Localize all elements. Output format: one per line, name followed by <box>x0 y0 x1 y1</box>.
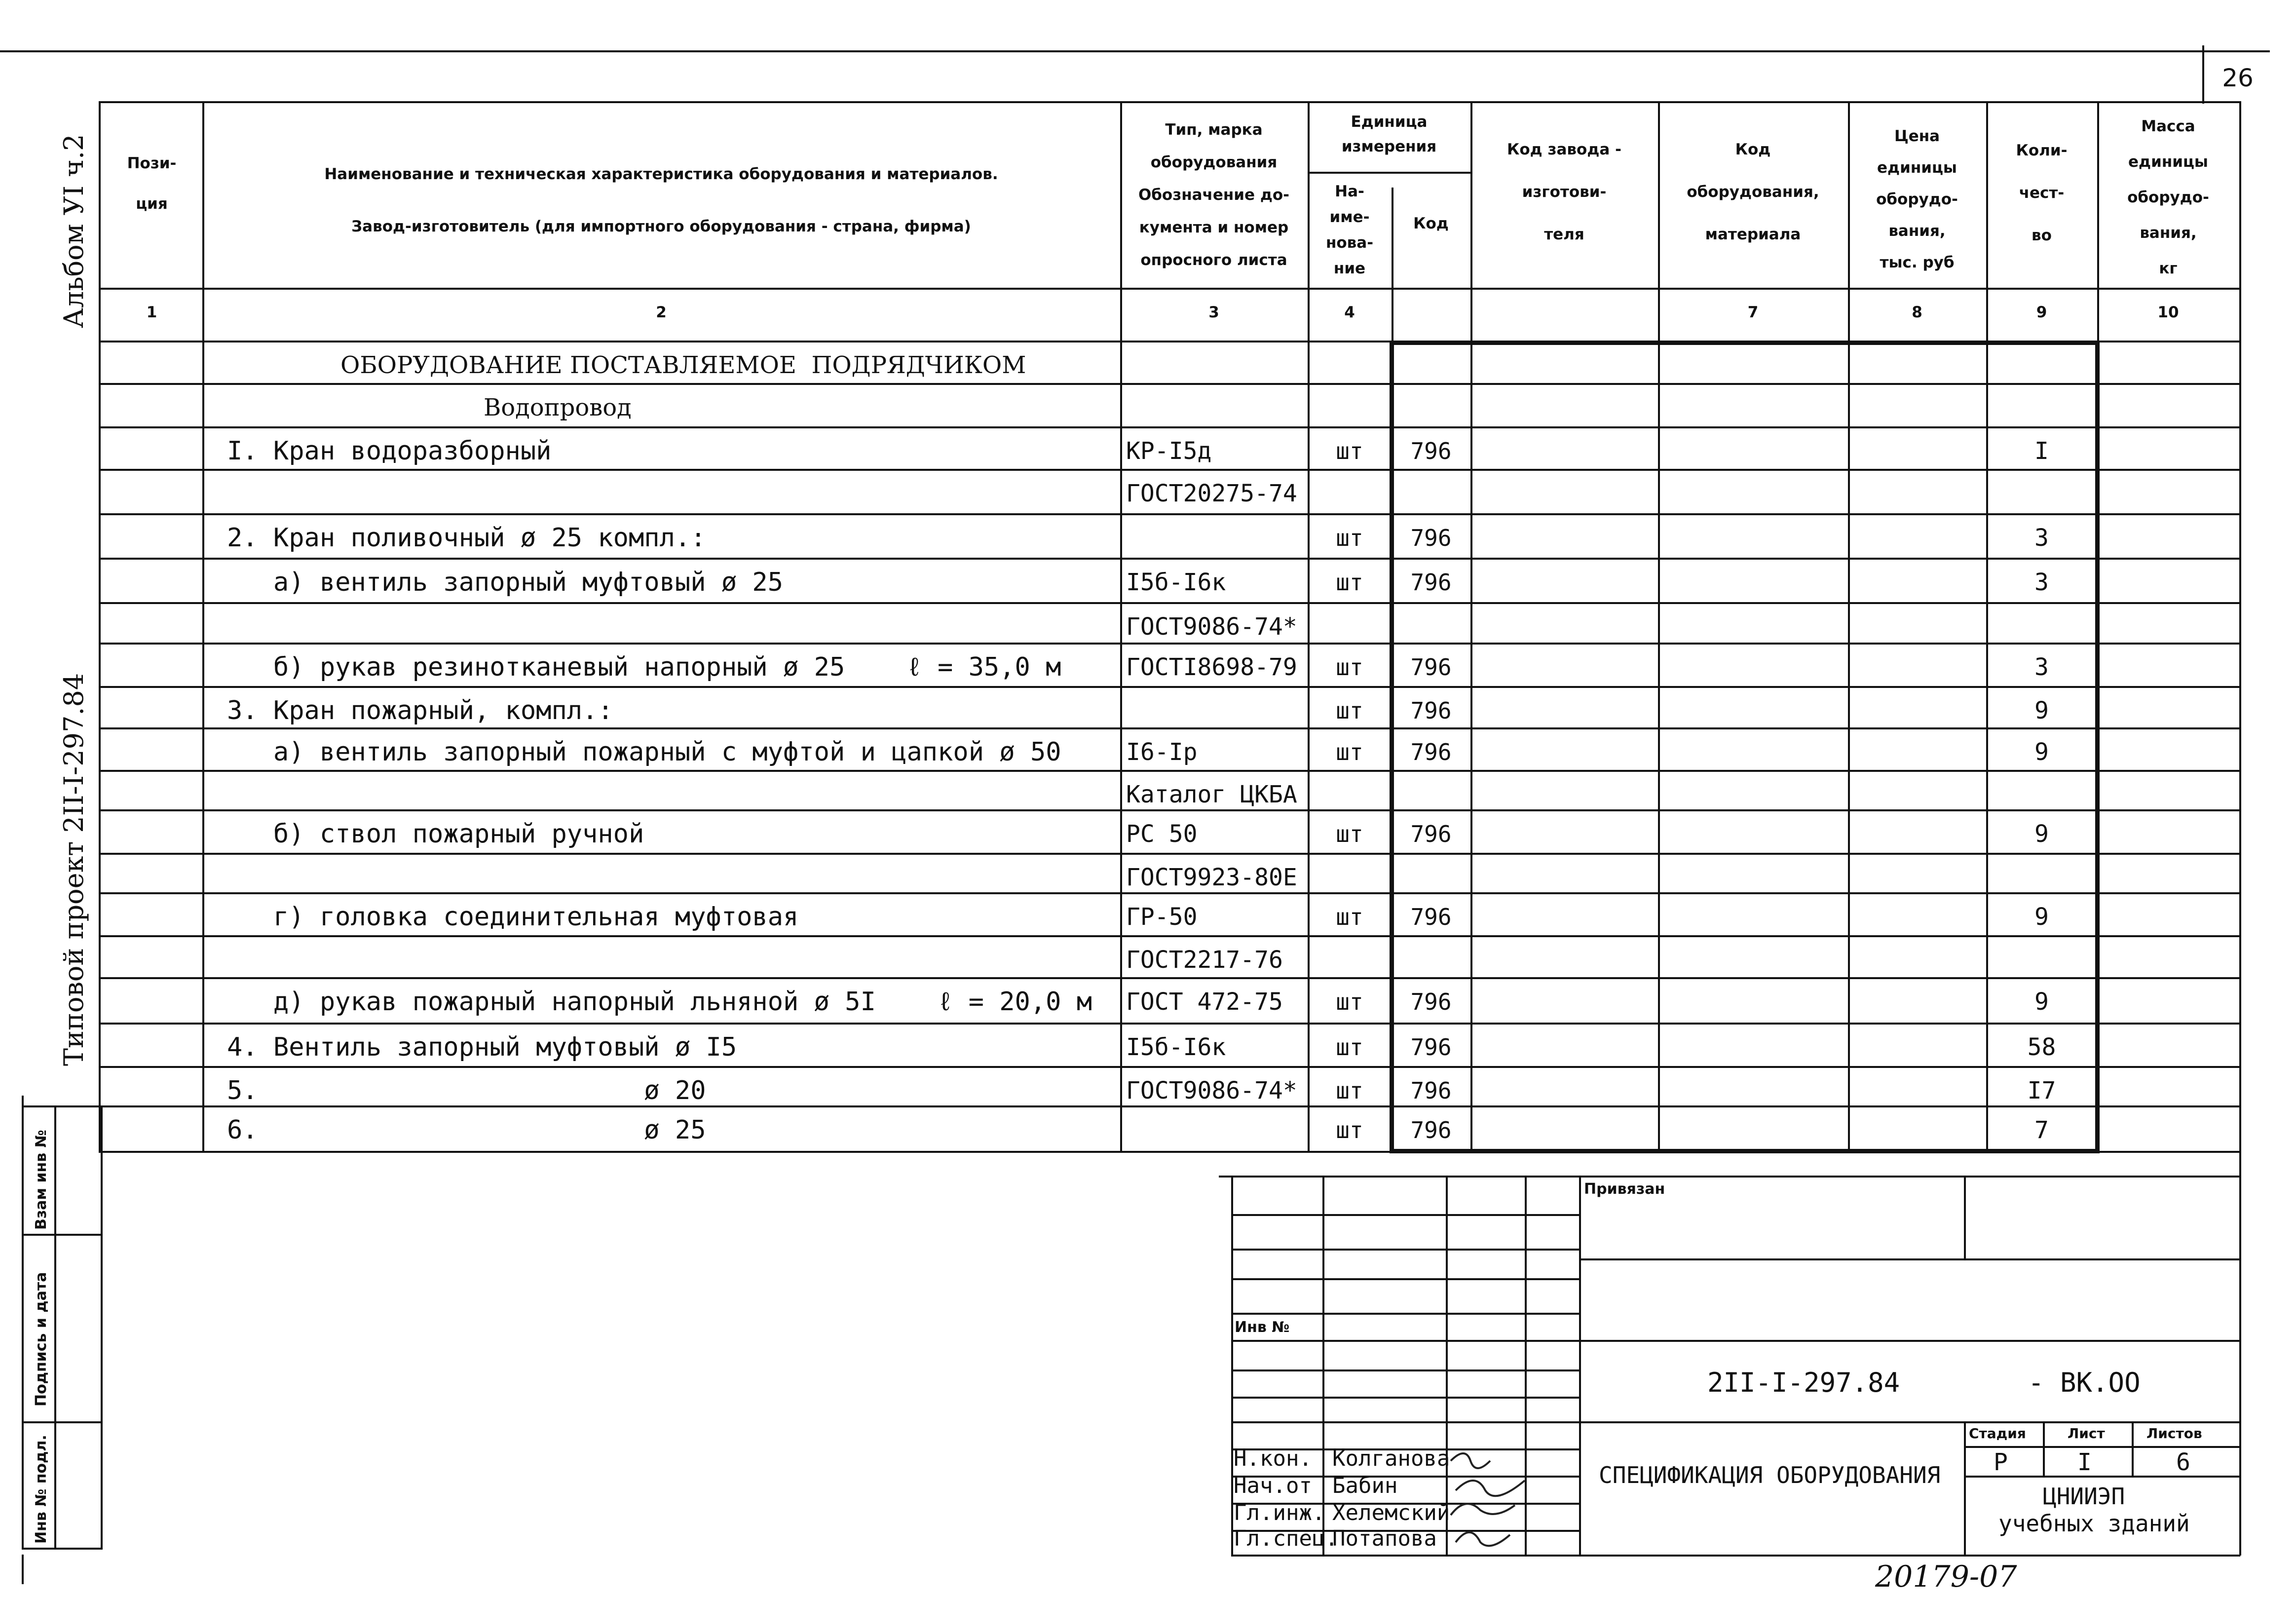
row-unit: шт <box>1336 569 1363 596</box>
doc-suffix: - ВК.ОО <box>2028 1367 2141 1398</box>
row-qty: 9 <box>2034 820 2049 848</box>
row-code: 796 <box>1410 697 1452 724</box>
row-type: I5б-I6к <box>1126 1033 1226 1061</box>
row-qty: I <box>2034 437 2049 465</box>
sheets-label: Листов <box>2146 1425 2202 1442</box>
doc-code: 2II-I-297.84 <box>1707 1367 1900 1398</box>
row-name: 6. ø 25 <box>227 1115 706 1145</box>
doc-title: СПЕЦИФИКАЦИЯ ОБОРУДОВАНИЯ <box>1599 1462 1941 1488</box>
header-name: Наименование и техническая характеристика оборудования и материалов. Завод-изготовитель (для импортного оборудования - страна, фирма) <box>324 165 998 235</box>
row-unit: шт <box>1336 904 1363 930</box>
row-unit: шт <box>1336 1034 1363 1061</box>
header-position: Пози- ция <box>127 154 177 213</box>
org-name-1: ЦНИИЭП <box>2043 1483 2125 1510</box>
row-name: I. Кран водоразборный <box>227 436 552 466</box>
row-qty: 9 <box>2034 697 2049 724</box>
col-number: 2 <box>656 304 667 321</box>
row-unit: шт <box>1336 525 1363 551</box>
header-price: Цена единицы оборудо- вания, тыс. руб <box>1876 127 1958 271</box>
row-unit: шт <box>1336 697 1363 724</box>
col-number: 8 <box>1912 304 1922 321</box>
row-qty: 3 <box>2034 524 2049 552</box>
signer-name: Потапова <box>1332 1526 1437 1551</box>
row-qty: 7 <box>2034 1116 2049 1144</box>
header-factory-code: Код завода - изготови- теля <box>1507 141 1621 243</box>
signer-name: Бабин <box>1332 1473 1398 1498</box>
page-number: 26 <box>2222 64 2254 92</box>
row-code: 796 <box>1410 1117 1452 1143</box>
inv-label: Инв № <box>1235 1319 1290 1336</box>
row-unit: шт <box>1336 654 1363 681</box>
row-unit: шт <box>1336 989 1363 1015</box>
row-unit: шт <box>1336 438 1363 464</box>
row-name: г) головка соединительная муфтовая <box>227 902 799 932</box>
row-type: ГОСТ2217-76 <box>1126 946 1283 974</box>
row-name: 2. Кран поливочный ø 25 компл.: <box>227 523 706 553</box>
signer-role: Гл.инж. <box>1234 1500 1325 1525</box>
row-code: 796 <box>1410 569 1452 596</box>
row-unit: шт <box>1336 1117 1363 1143</box>
row-code: 796 <box>1410 1077 1452 1104</box>
row-code: 796 <box>1410 989 1452 1015</box>
row-type: ГОСТ20275-74 <box>1126 480 1297 507</box>
swap-inv-label: Взам инв № <box>33 1130 50 1230</box>
header-qty: Коли- чест- во <box>2016 142 2068 244</box>
row-name: а) вентиль запорный пожарный с муфтой и цапкой ø 50 <box>227 737 1061 767</box>
signer-role: Гл.спец. <box>1234 1526 1338 1551</box>
row-name: Водопровод <box>484 394 632 421</box>
row-type: ГР-50 <box>1126 903 1198 931</box>
signer-name: Колганова <box>1332 1446 1450 1471</box>
header-type: Тип, марка оборудования Обозначение до- кумента и номер опросного листа <box>1138 121 1290 269</box>
col-number: 7 <box>1747 304 1759 321</box>
row-code: 796 <box>1410 525 1452 551</box>
sheets-value: 6 <box>2176 1448 2190 1476</box>
signer-role: Нач.от <box>1234 1473 1312 1498</box>
row-unit: шт <box>1336 821 1363 847</box>
header-unit-code: Код <box>1413 215 1449 232</box>
row-qty: 3 <box>2034 569 2049 596</box>
org-name-2: учебных зданий <box>1998 1510 2190 1537</box>
col-number: 9 <box>2036 304 2047 321</box>
col-number: 4 <box>1344 304 1355 321</box>
row-name: б) ствол пожарный ручной <box>227 819 644 849</box>
signature-scribbles <box>1446 1441 1574 1555</box>
col-number: 3 <box>1208 304 1219 321</box>
row-type: I5б-I6к <box>1126 569 1226 596</box>
album-label: Альбом УI ч.2 <box>58 134 89 328</box>
row-name: 5. ø 20 <box>227 1076 706 1105</box>
project-label: Типовой проект 2II-I-297.84 <box>58 673 89 1066</box>
row-type: ГОСТ9923-80Е <box>1126 864 1297 891</box>
row-code: 796 <box>1410 739 1452 765</box>
row-code: 796 <box>1410 821 1452 847</box>
signer-name: Хелемский <box>1332 1500 1450 1525</box>
header-mass: Масса единицы оборудо- вания, кг <box>2127 117 2209 277</box>
row-name: б) рукав резинотканевый напорный ø 25 ℓ = 35,0 м <box>227 652 1061 682</box>
signer-role: Н.кон. <box>1234 1446 1312 1471</box>
row-qty: 58 <box>2027 1033 2056 1061</box>
row-type: ГОСТI8698-79 <box>1126 653 1297 681</box>
stage-value: Р <box>1994 1448 2008 1476</box>
row-qty: 9 <box>2034 903 2049 931</box>
inv-no-label: Инв № подл. <box>33 1435 50 1544</box>
sheet-value: I <box>2077 1448 2092 1476</box>
row-name: д) рукав пожарный напорный льняной ø 5I ℓ = 20,0 м <box>227 987 1092 1017</box>
row-code: 796 <box>1410 654 1452 681</box>
row-code: 796 <box>1410 438 1452 464</box>
privyazan-label: Привязан <box>1584 1180 1665 1198</box>
col-number: 10 <box>2157 304 2179 321</box>
row-type: КР-I5д <box>1126 437 1212 465</box>
header-unit-name: На- име- нова- ние <box>1325 183 1374 277</box>
row-code: 796 <box>1410 904 1452 930</box>
row-unit: шт <box>1336 739 1363 765</box>
row-name: 3. Кран пожарный, компл.: <box>227 696 613 725</box>
row-type: ГОСТ 472-75 <box>1126 988 1283 1016</box>
row-unit: шт <box>1336 1077 1363 1104</box>
stage-label: Стадия <box>1969 1425 2026 1442</box>
row-type: Каталог ЦКБА <box>1126 781 1297 808</box>
footer-number: 20179-07 <box>1875 1559 2017 1594</box>
row-type: РС 50 <box>1126 820 1198 848</box>
row-type: ГОСТ9086-74* <box>1126 613 1297 641</box>
header-equipment-code: Код оборудования, материала <box>1687 141 1819 243</box>
row-type: I6-Iр <box>1126 738 1198 766</box>
row-qty: I7 <box>2027 1077 2056 1104</box>
row-type: ГОСТ9086-74* <box>1126 1077 1297 1104</box>
sheet-label: Лист <box>2068 1425 2105 1442</box>
sign-date-label: Подпись и дата <box>33 1272 50 1407</box>
row-qty: 9 <box>2034 738 2049 766</box>
col-number: 1 <box>146 304 157 321</box>
header-unit: Единица измерения <box>1341 113 1437 155</box>
row-qty: 3 <box>2034 653 2049 681</box>
row-qty: 9 <box>2034 988 2049 1016</box>
row-name: 4. Вентиль запорный муфтовый ø I5 <box>227 1032 737 1062</box>
row-code: 796 <box>1410 1034 1452 1061</box>
row-name: а) вентиль запорный муфтовый ø 25 <box>227 568 784 597</box>
row-name: ОБОРУДОВАНИЕ ПОСТАВЛЯЕМОЕ ПОДРЯДЧИКОМ <box>340 351 1026 379</box>
